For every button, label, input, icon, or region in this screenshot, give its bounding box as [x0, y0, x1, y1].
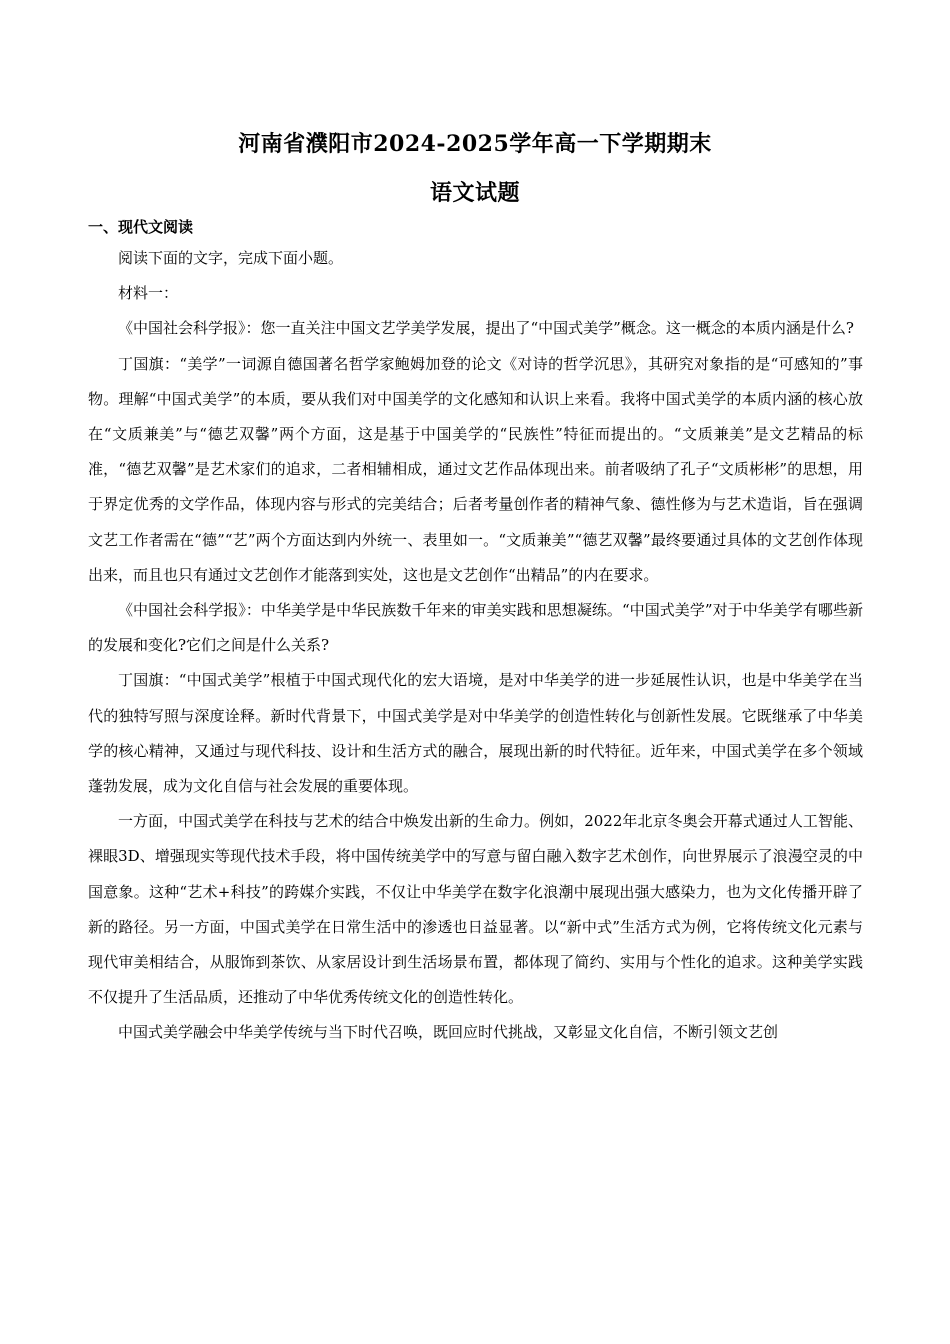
paragraph: 丁国旗：“中国式美学”根植于中国式现代化的宏大语境，是对中华美学的进一步延展性认识，也是中华美学在当代的独特写照与深度诠释。新时代背景下，中国式美学是对中华美学的创造性转化与创新性发展。它既继承了中华美学的核心精神，又通过与现代科技、设计和生活方式的融合，展现出新的时代特征。近年来，中国式美学在多个领域蓬勃发展，成为文化自信与社会发展的重要体现。	[88, 671, 863, 796]
paragraph: 《中国社会科学报》：中华美学是中华民族数千年来的审美实践和思想凝练。“中国式美学”对于中华美学有哪些新的发展和变化?它们之间是什么关系?	[88, 601, 863, 655]
paragraph: 一方面，中国式美学在科技与艺术的结合中焕发出新的生命力。例如，2022年北京冬奥会开幕式通过人工智能、裸眼3D、增强现实等现代技术手段，将中国传统美学中的写意与留白融入数字艺术创作，向世界展示了浪漫空灵的中国意象。这种“艺术+科技”的跨媒介实践，不仅让中华美学在数字化浪潮中展现出强大感染力，也为文化传播开辟了新的路径。另一方面，中国式美学在日常生活中的渗透也日益显著。以“新中式”生活方式为例，它将传统文化元素与现代审美相结合，从服饰到茶饮、从家居设计到生活场景布置，都体现了简约、实用与个性化的追求。这种美学实践不仅提升了生活品质，还推动了中华优秀传统文化的创造性转化。	[88, 812, 863, 1007]
document-subtitle: 语文试题	[429, 180, 520, 206]
paragraph-material-label: 材料一：	[118, 284, 179, 303]
paragraph: 中国式美学融会中华美学传统与当下时代召唤，既回应时代挑战，又彰显文化自信，不断引领文艺创	[118, 1023, 779, 1042]
paragraph-instruction: 阅读下面的文字，完成下面小题。	[118, 249, 344, 267]
document-title: 河南省濮阳市2024-2025学年高一下学期期末	[238, 131, 712, 157]
paragraph: 《中国社会科学报》：您一直关注中国文艺学美学发展，提出了“中国式美学”概念。这一概念的本质内涵是什么?	[118, 319, 854, 338]
section-heading: 一、现代文阅读	[88, 218, 194, 236]
paragraph: 丁国旗：“美学”一词源自德国著名哲学家鲍姆加登的论文《对诗的哲学沉思》，其研究对象指的是“可感知的”事物。理解“中国式美学”的本质，要从我们对中国美学的文化感知和认识上来看。我将中国式美学的本质内涵的核心放在“文质兼美”与“德艺双馨”两个方面，这是基于中国美学的“民族性”特征而提出的。“文质兼美”是文艺精品的标准，“德艺双馨”是艺术家们的追求，二者相辅相成，通过文艺作品体现出来。前者吸纳了孔子“文质彬彬”的思想，用于界定优秀的文学作品，体现内容与形式的完美结合；后者考量创作者的精神气象、德性修为与艺术造诣，旨在强调文艺工作者需在“德”“艺”两个方面达到内外统一、表里如一。“文质兼美”“德艺双馨”最终要通过具体的文艺创作体现出来，而且也只有通过文艺创作才能落到实处，这也是文艺创作“出精品”的内在要求。	[88, 354, 863, 584]
document-body	[88, 241, 863, 1051]
